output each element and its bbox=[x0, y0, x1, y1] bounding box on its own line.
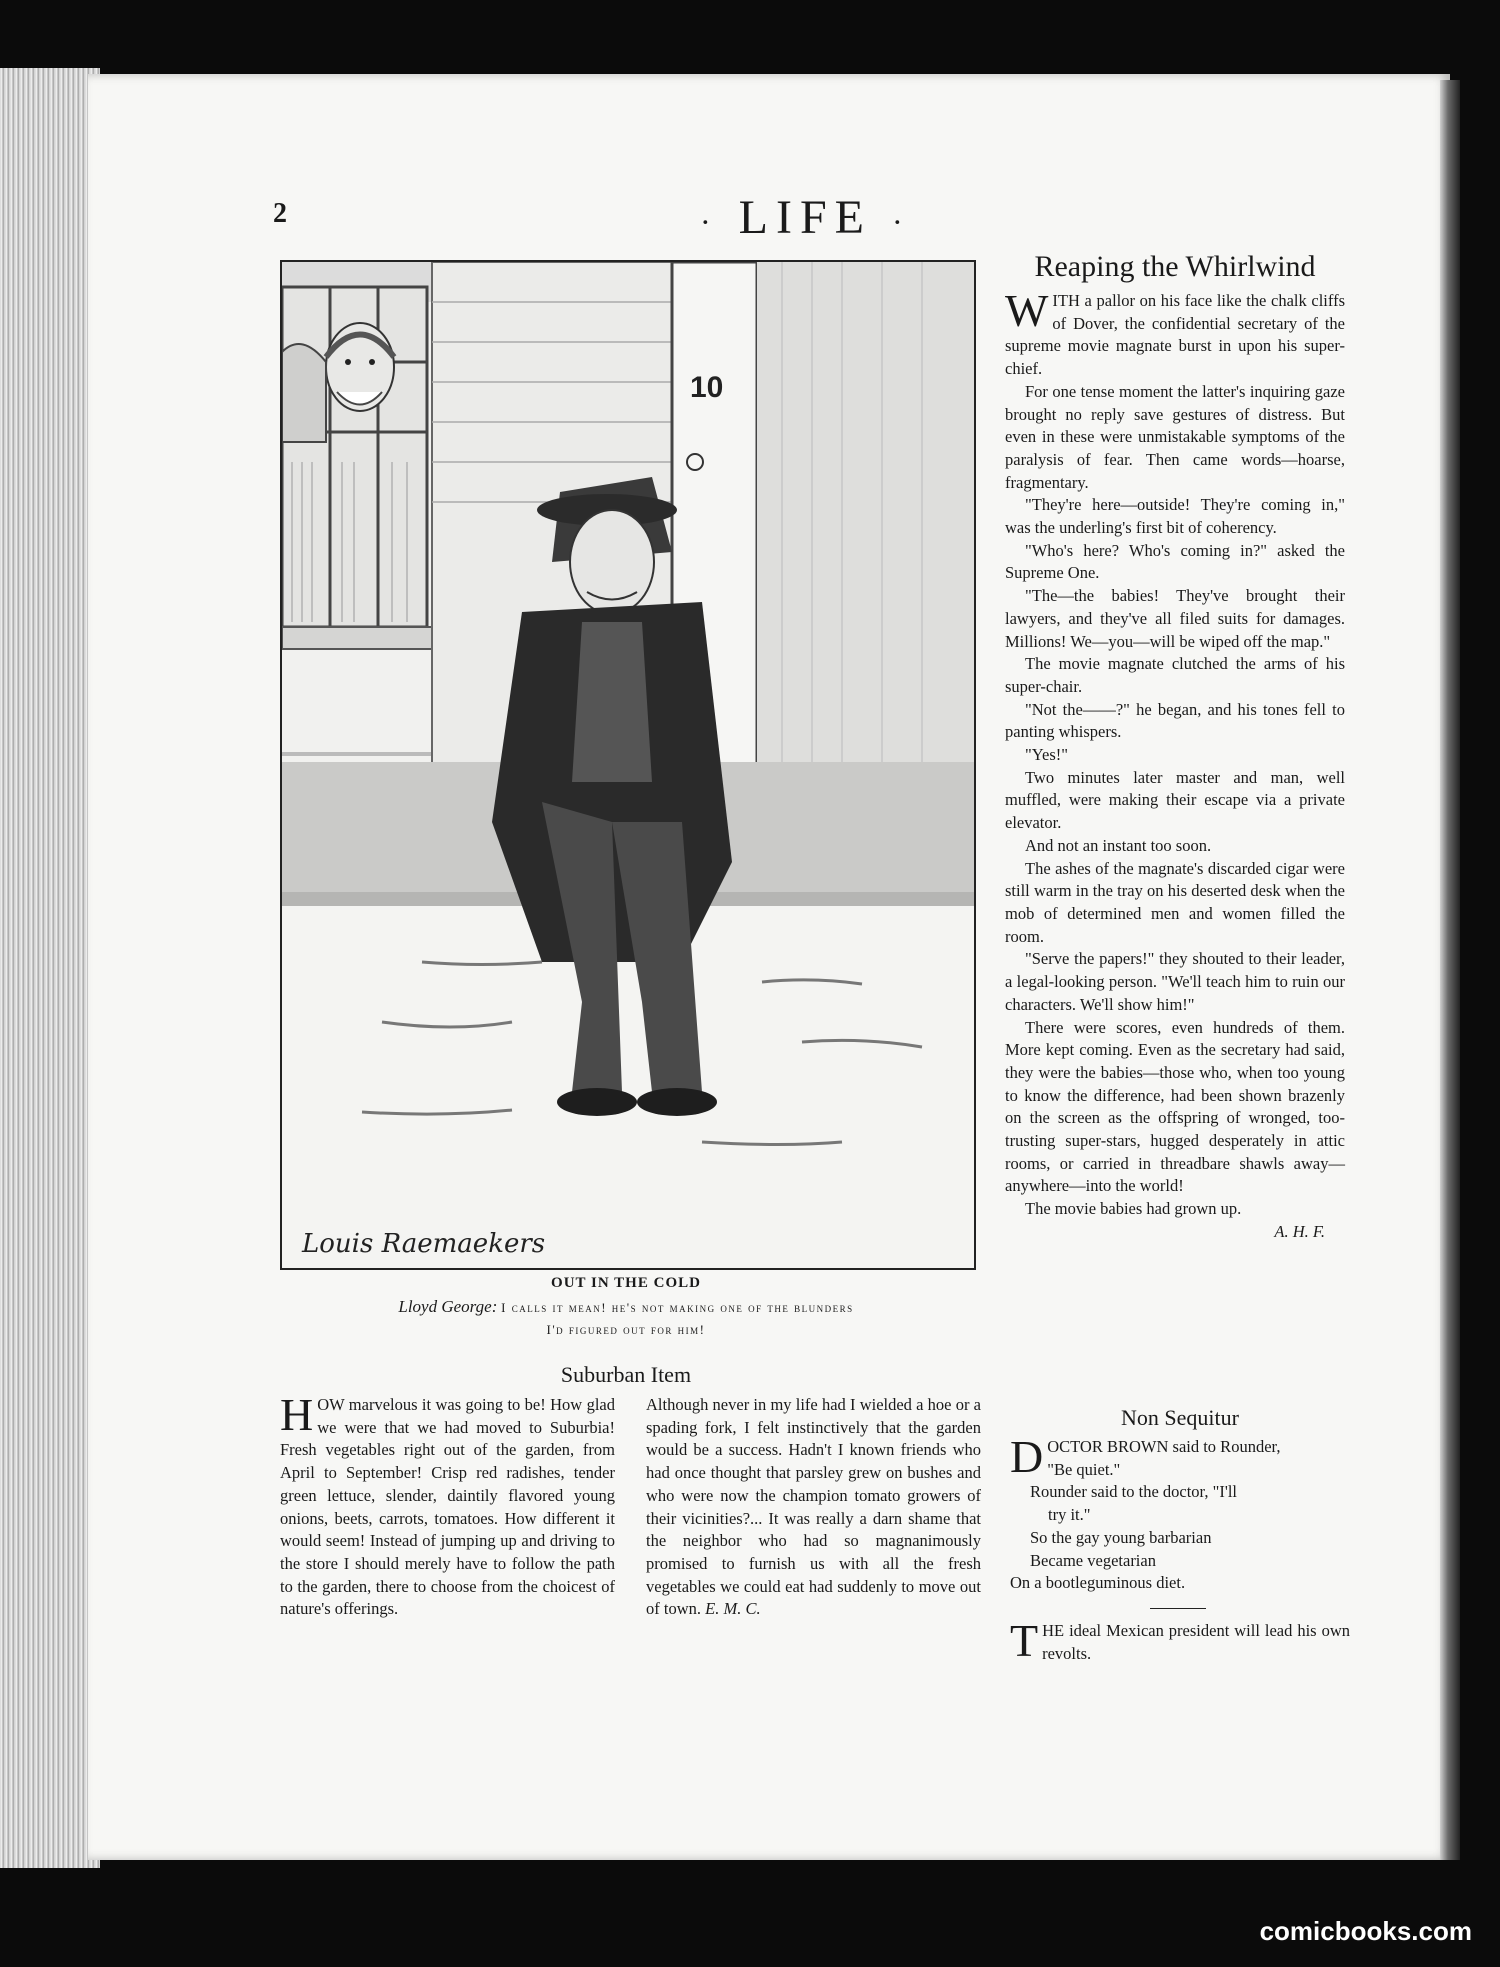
whirlwind-paragraph: The ashes of the magnate's discarded cigar were still warm in the tray on his deserted desk when the mob of determined men and women filled the room. bbox=[1005, 858, 1345, 946]
byline-suburban: E. M. C. bbox=[705, 1599, 761, 1619]
whirlwind-paragraph: And not an instant too soon. bbox=[1025, 835, 1212, 855]
poem-line: On a bootleguminous diet. bbox=[1010, 1573, 1186, 1593]
page-number: 2 bbox=[273, 198, 287, 229]
poem-line: So the gay young barbarian bbox=[1030, 1527, 1212, 1547]
masthead-title: LIFE bbox=[738, 191, 872, 244]
book-page-edges bbox=[0, 68, 100, 1868]
poem-line: try it." bbox=[1048, 1505, 1091, 1525]
byline-whirlwind: A. H. F. bbox=[1274, 1221, 1325, 1241]
article-title-suburban: Suburban Item bbox=[560, 1362, 692, 1387]
suburban-paragraph: HOW marvelous it was going to be! How glad we were that we had moved to Suburbia! Fresh vegetables right out of the garden, from April to September! Crisp red radishes, tender green lettuce, slender, daintily flavored young onions, beets, carrots, tomatoes. How different it would seem! Instead of jumping up and driving to the store I should merely have to follow the path to the garden, there to choose from the choicest of nature's offerings. bbox=[280, 1389, 615, 1619]
article-whirlwind bbox=[1005, 285, 1345, 1244]
poem-line: Became vegetarian bbox=[1030, 1550, 1156, 1570]
article-title-sequitur: Non Sequitur bbox=[1121, 1405, 1239, 1430]
poem-line: "Be quiet." bbox=[1047, 1459, 1121, 1479]
whirlwind-paragraph: "Who's here? Who's coming in?" asked the Supreme One. bbox=[1005, 540, 1345, 583]
caption-speaker: Lloyd George: bbox=[398, 1297, 498, 1316]
suburban-paragraph: Although never in my life had I wielded a hoe or a spading fork, I felt instinctively that the garden would be a success. Hadn't I known friends who had once thought that parsley grew on bushes and who were now the champion tomato growers of their vicinities?... It was really a darn shame that the neighbor who had so magnanimously promised to furnish us with all the fresh vegetables we could eat had suddenly to move out of town. E. M. C. bbox=[646, 1395, 981, 1619]
masthead-dot-right: · bbox=[891, 203, 911, 240]
masthead-dot-left: · bbox=[700, 203, 719, 240]
whirlwind-paragraph: "Yes!" bbox=[1025, 745, 1068, 765]
poem-non-sequitur bbox=[1010, 1431, 1350, 1595]
caption-text-2: I'd figured out for him! bbox=[546, 1322, 706, 1337]
mexican-quip: THE ideal Mexican president will lead his own revolts. bbox=[1010, 1615, 1350, 1666]
artist-signature: Louis Raemaekers bbox=[302, 1229, 546, 1259]
cartoon-drawing bbox=[282, 262, 974, 1268]
article-suburban-col1 bbox=[280, 1389, 615, 1621]
divider-rule bbox=[1150, 1608, 1206, 1609]
whirlwind-paragraph: There were scores, even hundreds of them. More kept coming. Even as the secretary had said, they were the babies—those who, when too young to know the difference, had been shown brazenly on the screen as the offspring of wronged, too-trusting super-stars, hugged desperately in attic rooms, or carried in threadbare shawls away—anywhere—into the world! bbox=[1005, 1017, 1345, 1196]
whirlwind-paragraph: "The—the babies! They've brought their lawyers, and they've all filed suits for damages. Millions! We—you—will be wiped off the map." bbox=[1005, 586, 1345, 651]
article-suburban-col2 bbox=[646, 1394, 981, 1621]
poem-line: DOCTOR BROWN said to Rounder, bbox=[1010, 1431, 1281, 1482]
cartoon-caption bbox=[280, 1296, 972, 1341]
whirlwind-paragraph: The movie babies had grown up. bbox=[1025, 1199, 1242, 1219]
masthead bbox=[700, 190, 911, 245]
whirlwind-paragraph: The movie magnate clutched the arms of his super-chair. bbox=[1005, 654, 1345, 696]
dropcap: H bbox=[280, 1389, 314, 1440]
cartoon-caption-title: OUT IN THE COLD bbox=[551, 1275, 701, 1291]
cartoon-illustration bbox=[280, 260, 976, 1270]
dropcap: T bbox=[1010, 1615, 1039, 1666]
book-spine-shadow bbox=[1440, 80, 1460, 1860]
whirlwind-paragraph: Two minutes later master and man, well muffled, were making their escape via a private elevator. bbox=[1005, 767, 1345, 833]
dropcap: W bbox=[1005, 285, 1049, 336]
caption-text-1: I calls it mean! he's not making one of the blunders bbox=[501, 1300, 854, 1315]
whirlwind-paragraph: "They're here—outside! They're coming in," was the underling's first bit of coherency. bbox=[1005, 495, 1345, 538]
whirlwind-paragraph: "Not the——?" he began, and his tones fell to panting whispers. bbox=[1005, 699, 1345, 742]
door-number: 10 bbox=[690, 371, 724, 404]
whirlwind-paragraph: "Serve the papers!" they shouted to their leader, a legal-looking person. "We'll teach him to ruin our characters. We'll show him!" bbox=[1005, 949, 1345, 1014]
article-title-whirlwind: Reaping the Whirlwind bbox=[1034, 250, 1316, 283]
dropcap: D bbox=[1010, 1431, 1044, 1482]
watermark: comicbooks.com bbox=[1259, 1916, 1472, 1946]
whirlwind-paragraph: For one tense moment the latter's inquiring gaze brought no reply save gestures of distress. But even in these were unmistakable symptoms of the paralysis of fear. Then came words—hoarse, fragmentary. bbox=[1005, 381, 1345, 492]
poem-line: Rounder said to the doctor, "I'll bbox=[1030, 1482, 1238, 1502]
whirlwind-paragraph: WITH a pallor on his face like the chalk cliffs of Dover, the confidential secretary of the supreme movie magnate burst in upon his super-chief. bbox=[1005, 285, 1345, 379]
